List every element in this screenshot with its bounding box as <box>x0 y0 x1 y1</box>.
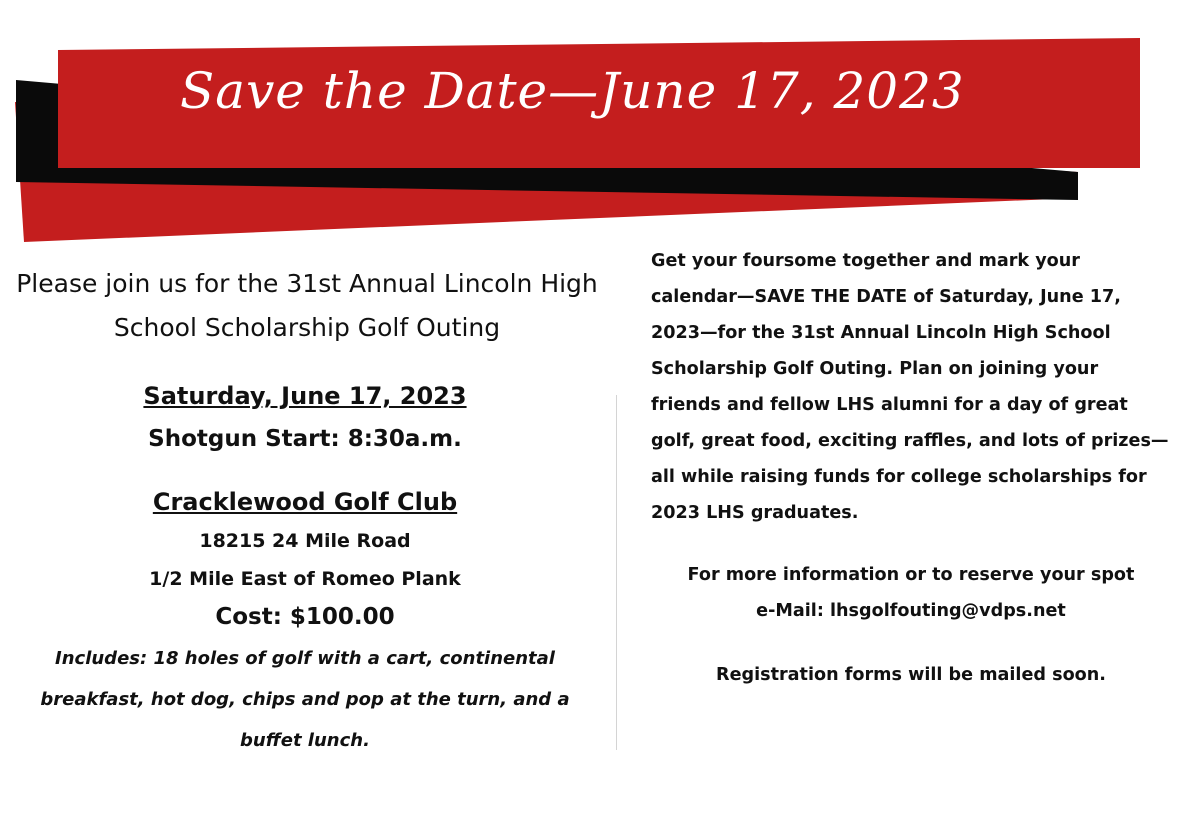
event-details <box>0 262 610 761</box>
shotgun-start: Shotgun Start: 8:30a.m. <box>148 426 462 452</box>
contact-info <box>651 557 1171 629</box>
save-the-date-banner <box>0 0 1191 260</box>
intro-text: Please join us for the 31st Annual Lincoln High School Scholarship Golf Outing <box>16 269 598 342</box>
event-description <box>651 243 1171 685</box>
venue-address-line2: 1/2 Mile East of Romeo Plank <box>149 568 461 590</box>
banner-headline: Save the Date—June 17, 2023 <box>180 62 965 120</box>
venue-address-line1: 18215 24 Mile Road <box>199 530 411 552</box>
column-divider <box>616 395 617 750</box>
cost-includes: Includes: 18 holes of golf with a cart, continental breakfast, hot dog, chips and pop at the turn, and a buffet lunch. <box>40 648 570 751</box>
venue-name: Cracklewood Golf Club <box>152 488 458 516</box>
contact-info-line1: For more information or to reserve your spot <box>687 565 1135 585</box>
description-text: Get your foursome together and mark your calendar—SAVE THE DATE of Saturday, June 17, 2023—for the 31st Annual Lincoln High School Scholarship Golf Outing. Plan on joining your friends and fellow LHS alumni for a day of great golf, great food, exciting raffles, and lots of prizes—all while raising funds for college scholarships for 2023 LHS graduates. <box>651 251 1169 523</box>
event-cost: Cost: $100.00 <box>215 604 395 630</box>
event-date: Saturday, June 17, 2023 <box>143 382 467 410</box>
contact-email: e-Mail: lhsgolfouting@vdps.net <box>756 601 1066 621</box>
registration-note: Registration forms will be mailed soon. <box>716 665 1106 685</box>
